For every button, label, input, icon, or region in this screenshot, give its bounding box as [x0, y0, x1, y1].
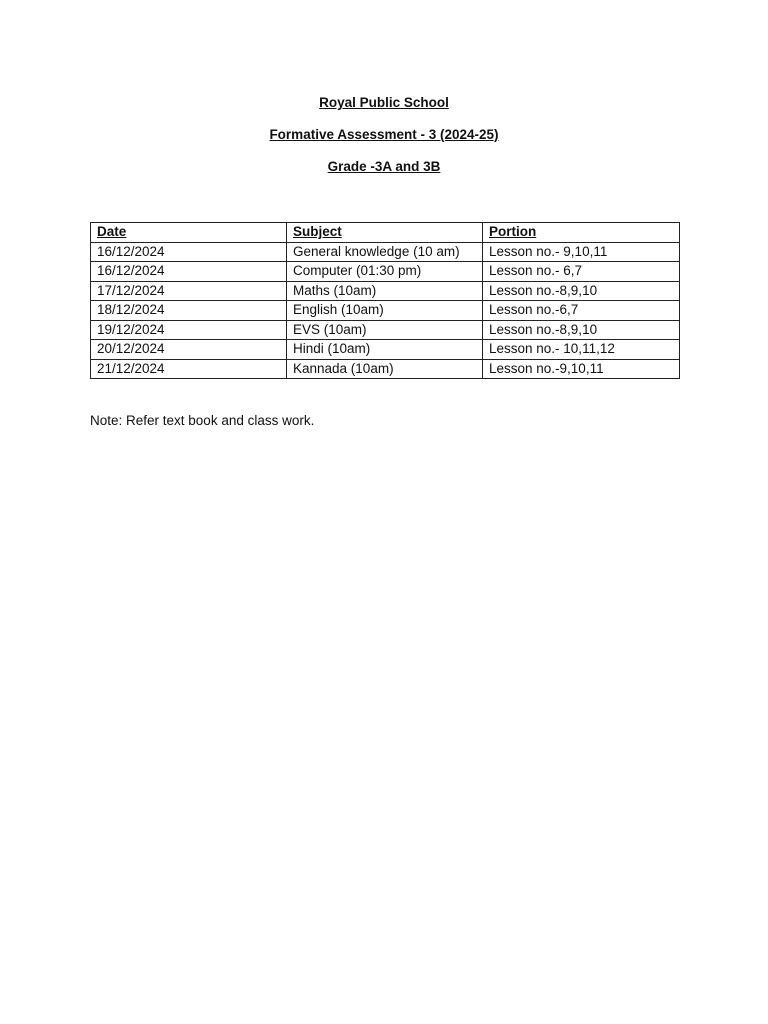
table-row	[91, 359, 680, 379]
date-cell: 16/12/2024	[91, 262, 287, 282]
column-header-portion: Portion	[483, 223, 680, 243]
school-name: Royal Public School	[319, 95, 449, 110]
portion-cell: Lesson no.-8,9,10	[483, 320, 680, 340]
table-row	[91, 301, 680, 321]
portion-cell: Lesson no.-8,9,10	[483, 281, 680, 301]
portion-cell: Lesson no.-9,10,11	[483, 359, 680, 379]
note-text: Note: Refer text book and class work.	[90, 413, 315, 428]
column-header-date: Date	[91, 223, 287, 243]
subject-cell: EVS (10am)	[287, 320, 483, 340]
subject-cell: English (10am)	[287, 301, 483, 321]
date-cell: 19/12/2024	[91, 320, 287, 340]
table-row	[91, 262, 680, 282]
subject-cell: Kannada (10am)	[287, 359, 483, 379]
subject-cell: Maths (10am)	[287, 281, 483, 301]
assessment-title: Formative Assessment - 3 (2024-25)	[269, 127, 499, 142]
grade-title: Grade -3A and 3B	[327, 159, 441, 174]
portion-cell: Lesson no.- 6,7	[483, 262, 680, 282]
table-row	[91, 281, 680, 301]
subject-cell: Hindi (10am)	[287, 340, 483, 360]
subject-cell: Computer (01:30 pm)	[287, 262, 483, 282]
date-cell: 21/12/2024	[91, 359, 287, 379]
table-row	[91, 242, 680, 262]
portion-cell: Lesson no.- 10,11,12	[483, 340, 680, 360]
table-header-row	[91, 223, 680, 243]
exam-schedule-table	[90, 222, 680, 379]
column-header-subject: Subject	[287, 223, 483, 243]
portion-cell: Lesson no.- 9,10,11	[483, 242, 680, 262]
table-row	[91, 320, 680, 340]
date-cell: 20/12/2024	[91, 340, 287, 360]
date-cell: 16/12/2024	[91, 242, 287, 262]
table-row	[91, 340, 680, 360]
portion-cell: Lesson no.-6,7	[483, 301, 680, 321]
date-cell: 17/12/2024	[91, 281, 287, 301]
subject-cell: General knowledge (10 am)	[287, 242, 483, 262]
date-cell: 18/12/2024	[91, 301, 287, 321]
